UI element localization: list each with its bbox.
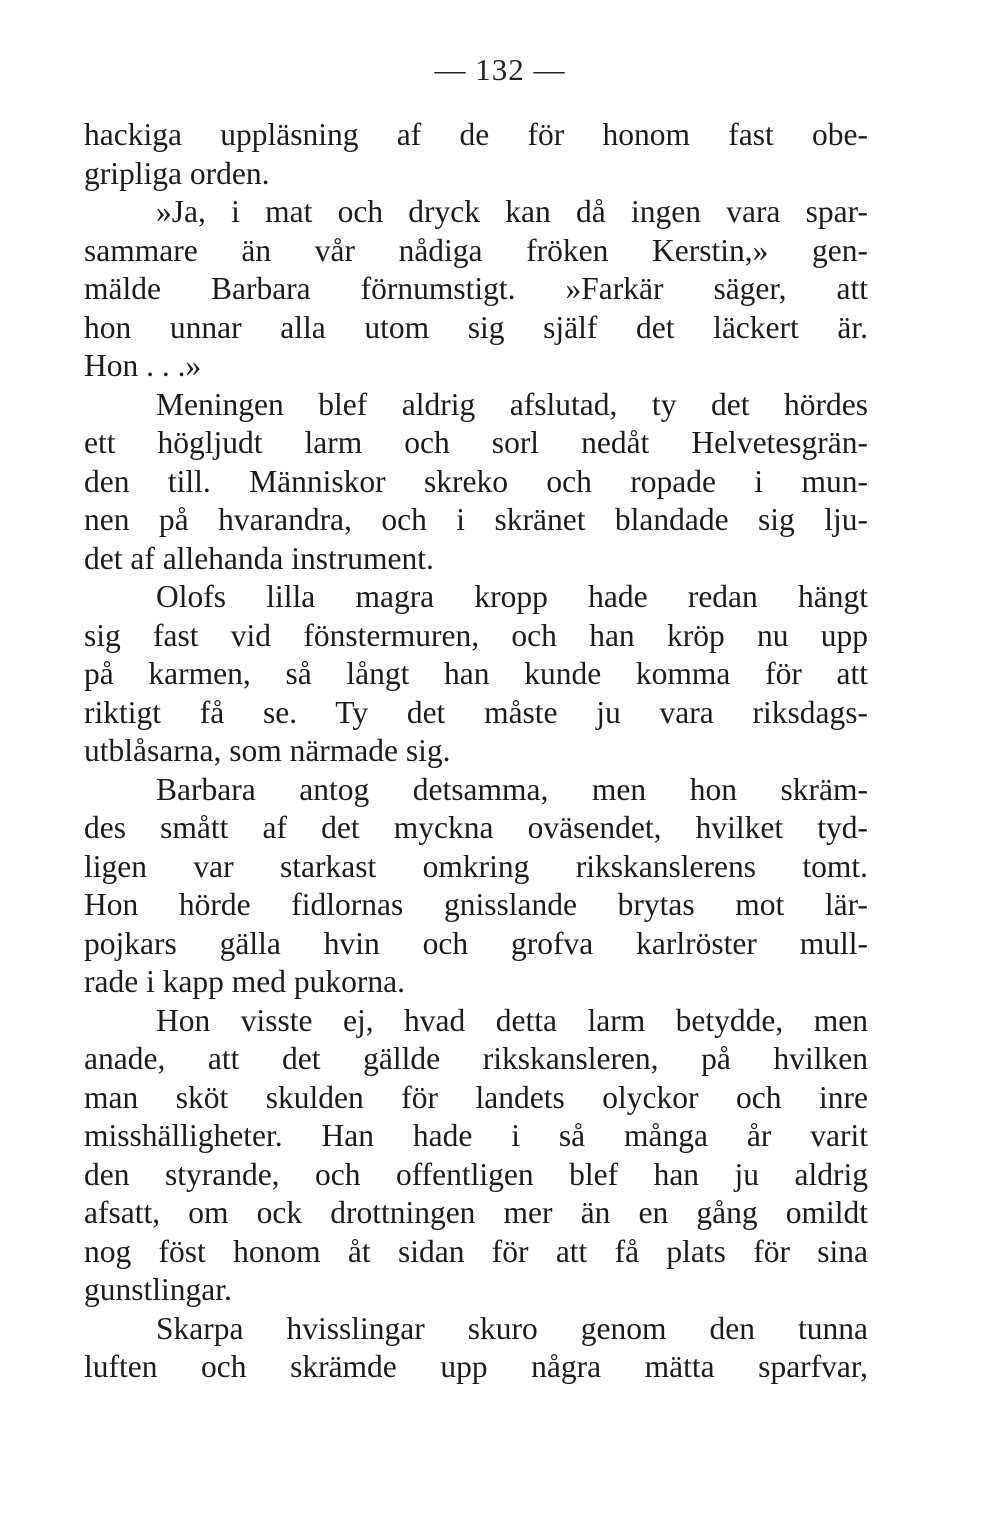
text-line: gripliga orden. <box>84 155 270 191</box>
text-line: Barbara antog detsamma, men hon skräm- <box>156 771 868 807</box>
body-text <box>84 116 868 1387</box>
text-line: des smått af det myckna oväsendet, hvilket tyd- <box>84 810 868 845</box>
text-line: man sköt skulden för landets olyckor och inre <box>84 1079 868 1115</box>
text-line: hackiga uppläsning af de för honom fast obe- <box>84 117 868 152</box>
text-line: mälde Barbara förnumstigt. »Farkär säger, att <box>84 271 868 306</box>
text-line: ligen var starkast omkring rikskanslerens tomt. <box>84 848 868 884</box>
text-line: riktigt få se. Ty det måste ju vara riksdags- <box>84 694 868 730</box>
text-line: Hon hörde fidlornas gnisslande brytas mot lär- <box>84 887 868 922</box>
text-line: anade, att det gällde rikskansleren, på hvilken <box>84 1041 868 1076</box>
text-line: Hon . . .» <box>84 348 202 383</box>
text-line: den styrande, och offentligen blef han ju aldrig <box>84 1156 868 1192</box>
text-line: pojkars gälla hvin och grofva karlröster mull- <box>84 925 868 961</box>
text-line: Meningen blef aldrig afslutad, ty det hördes <box>156 386 868 422</box>
text-line: hon unnar alla utom sig själf det läckert är. <box>84 309 868 345</box>
text-line: på karmen, så långt han kunde komma för att <box>84 656 868 691</box>
text-line: Olofs lilla magra kropp hade redan hängt <box>156 579 868 614</box>
page-number: — 132 — <box>434 52 566 87</box>
text-line: nen på hvarandra, och i skränet blandade sig lju- <box>84 502 868 537</box>
text-line: Hon visste ej, hvad detta larm betydde, men <box>156 1002 868 1038</box>
text-line: nog föst honom åt sidan för att få plats för sina <box>84 1233 868 1269</box>
text-line: utblåsarna, som närmade sig. <box>84 733 451 768</box>
text-line: sammare än vår nådiga fröken Kerstin,» gen- <box>84 232 868 268</box>
text-line: »Ja, i mat och dryck kan då ingen vara spar- <box>156 194 868 229</box>
text-line: Skarpa hvisslingar skuro genom den tunna <box>156 1310 868 1346</box>
text-line: sig fast vid fönstermuren, och han kröp nu upp <box>84 617 868 653</box>
text-line: ett högljudt larm och sorl nedåt Helvetesgrän- <box>84 425 868 460</box>
text-line: luften och skrämde upp några mätta sparfvar, <box>84 1349 868 1384</box>
text-line: den till. Människor skreko och ropade i mun- <box>84 463 868 499</box>
text-line: misshälligheter. Han hade i så många år varit <box>84 1118 868 1153</box>
text-line: rade i kapp med pukorna. <box>84 964 406 999</box>
text-line: det af allehanda instrument. <box>84 540 434 576</box>
text-line: gunstlingar. <box>84 1272 232 1307</box>
text-line: afsatt, om ock drottningen mer än en gång omildt <box>84 1195 868 1230</box>
